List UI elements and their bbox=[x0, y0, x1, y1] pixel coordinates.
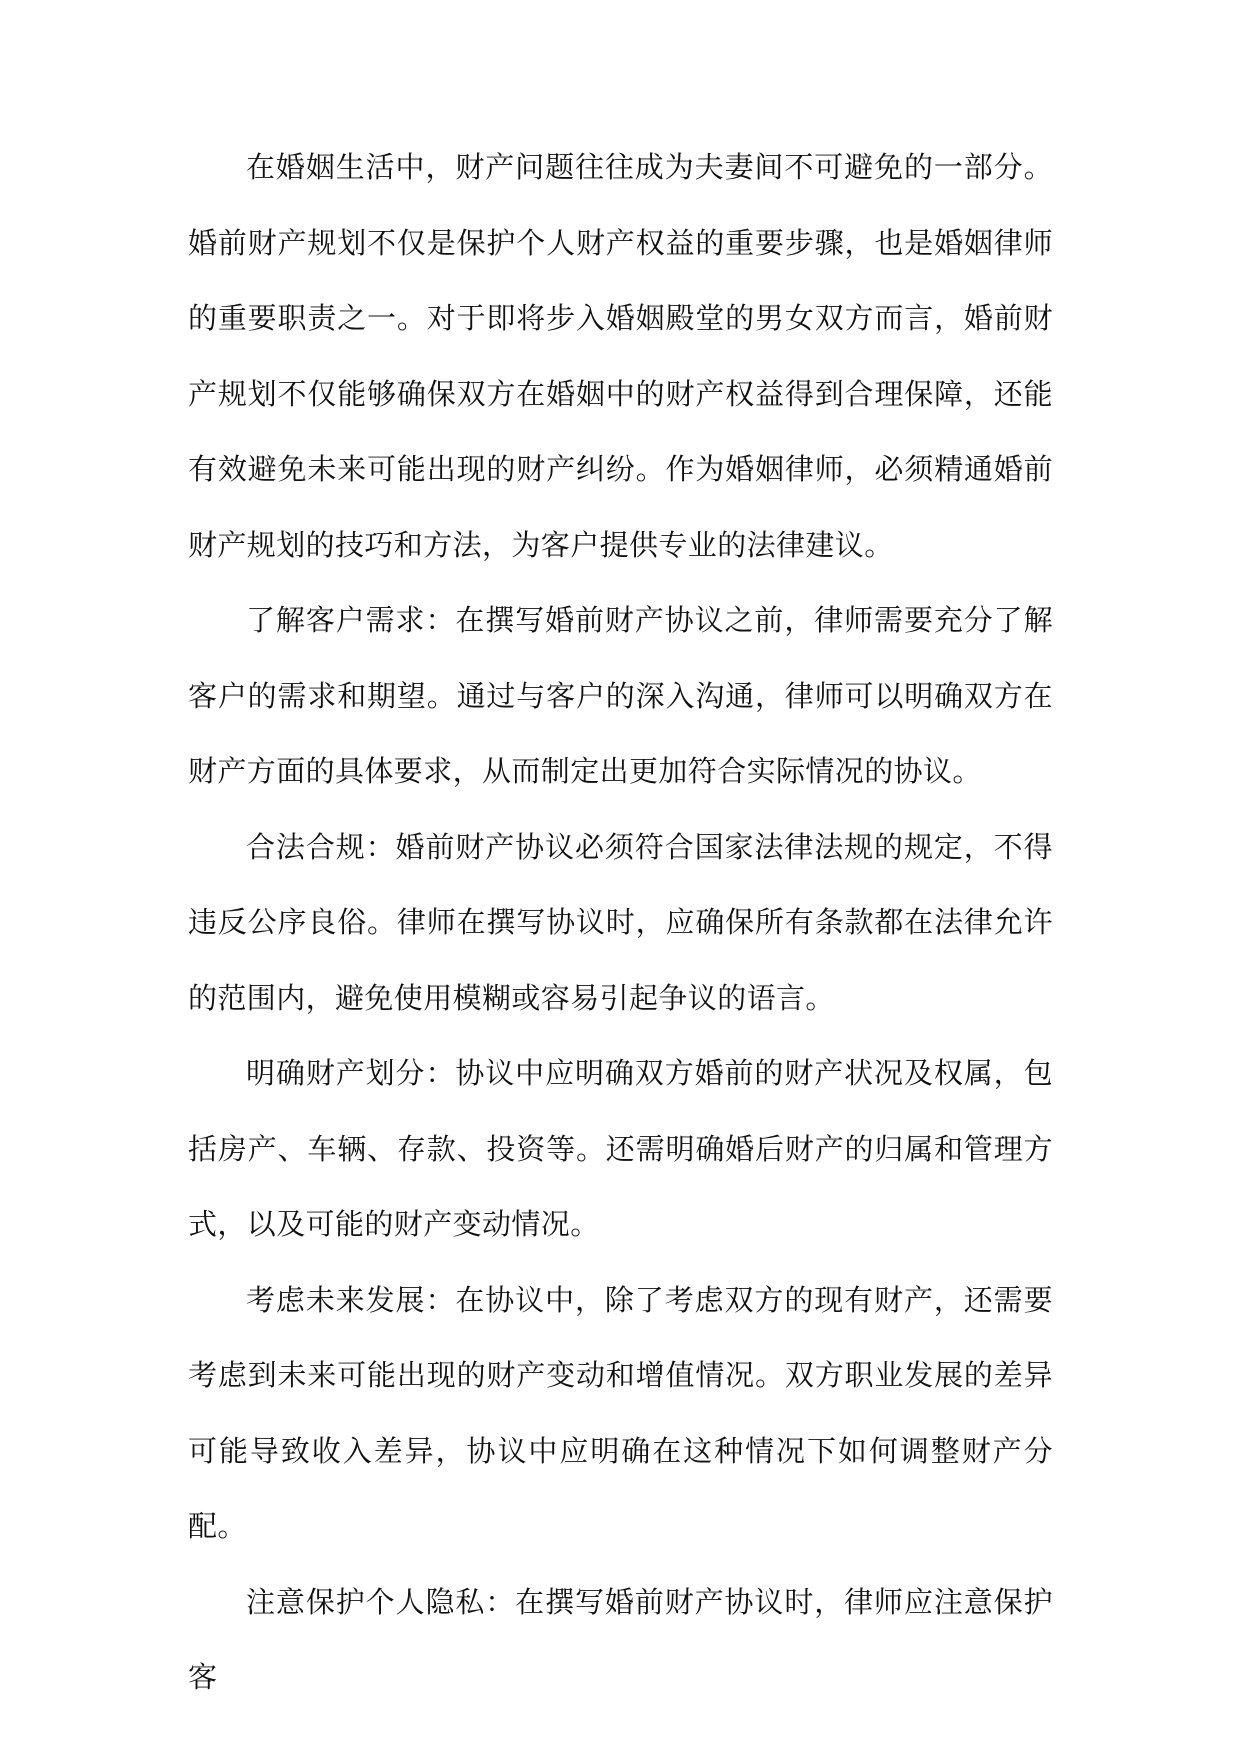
document-body bbox=[188, 130, 1053, 1716]
paragraph-legal-compliance: 合法合规：婚前财产协议必须符合国家法律法规的规定，不得违反公序良俗。律师在撰写协议时，应确保所有条款都在法律允许的范围内，避免使用模糊或容易引起争议的语言。 bbox=[188, 829, 1053, 1015]
paragraph-future-development: 考虑未来发展：在协议中，除了考虑双方的现有财产，还需要考虑到未来可能出现的财产变动和增值情况。双方职业发展的差异可能导致收入差异，协议中应明确在这种情况下如何调整财产分配。 bbox=[188, 1282, 1053, 1543]
paragraph-client-needs: 了解客户需求：在撰写婚前财产协议之前，律师需要充分了解客户的需求和期望。通过与客户的深入沟通，律师可以明确双方在财产方面的具体要求，从而制定出更加符合实际情况的协议。 bbox=[188, 603, 1053, 788]
paragraph-privacy: 注意保护个人隐私：在撰写婚前财产协议时，律师应注意保护客 bbox=[188, 1584, 1053, 1694]
paragraph-property-division: 明确财产划分：协议中应明确双方婚前的财产状况及权属，包括房产、车辆、存款、投资等。还需明确婚后财产的归属和管理方式，以及可能的财产变动情况。 bbox=[188, 1056, 1053, 1241]
paragraph-intro: 在婚姻生活中，财产问题往往成为夫妻间不可避免的一部分。婚前财产规划不仅是保护个人财产权益的重要步骤，也是婚姻律师的重要职责之一。对于即将步入婚姻殿堂的男女双方而言，婚前财产规划不仅能够确保双方在婚姻中的财产权益得到合理保障，还能有效避免未来可能出现的财产纠纷。作为婚姻律师，必须精通婚前财产规划的技巧和方法，为客户提供专业的法律建议。 bbox=[188, 150, 1053, 562]
